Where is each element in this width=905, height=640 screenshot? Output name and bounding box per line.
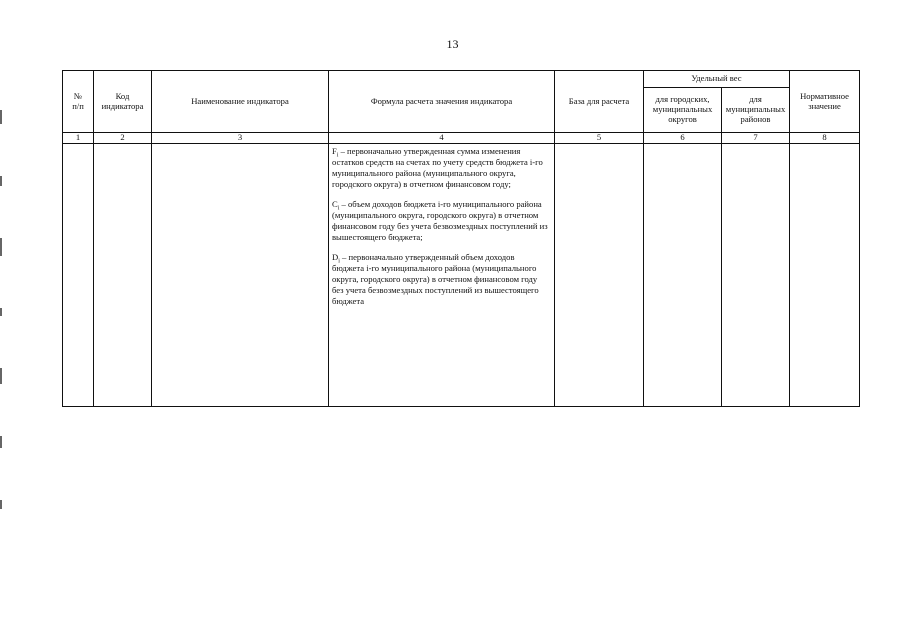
formula-subscript: i [337,205,340,212]
cell-base [555,144,644,407]
column-number: 1 [63,133,94,144]
column-number: 2 [94,133,152,144]
formula-text: – объем доходов бюджета i-го муниципального района (муниципального округа, городского округа) в отчетном финансовом году без учета безвозмездных поступлений из вышестоящего бюджета; [332,199,548,242]
formula-definition-c [332,199,548,243]
header-name: Наименование индикатора [152,71,329,133]
column-number: 3 [152,133,329,144]
formula-subscript: i [336,152,339,159]
formula-symbol: D [332,252,339,262]
header-weight-group: Удельный вес [644,71,790,88]
cell-code [94,144,152,407]
cell-num [63,144,94,407]
indicator-table [62,70,860,407]
formula-definition-d [332,252,548,307]
formula-text: – первоначально утвержденный объем доходов бюджета i-го муниципального района (муниципального округа, городского округа) в отчетном финансовом году без учета безвозмездных поступлений из вышестоящего бюджета [332,252,539,306]
header-normative: Нормативное значение [790,71,860,133]
formula-definition-f [332,146,548,190]
cell-normative [790,144,860,407]
header-weight-urban: для городских, муниципальных округов [644,88,722,133]
formula-symbol: C [332,199,338,209]
scan-margin-marks [0,110,3,561]
column-number: 8 [790,133,860,144]
cell-formula [329,144,555,407]
header-code: Код индикатора [94,71,152,133]
header-num: № п/п [63,71,94,133]
formula-subscript: i [338,258,340,265]
column-number: 5 [555,133,644,144]
header-base: База для расчета [555,71,644,133]
formula-text: – первоначально утвержденная сумма изменения остатков средств на счетах по учету средств бюджета i-го муниципального района (муниципального округа, городского округа) в отчетном финансовом году; [332,146,543,189]
header-weight-districts: для муниципальных районов [722,88,790,133]
cell-name [152,144,329,407]
page-number: 13 [446,37,459,51]
column-number: 6 [644,133,722,144]
column-number: 7 [722,133,790,144]
header-formula: Формула расчета значения индикатора [329,71,555,133]
cell-weight-urban [644,144,722,407]
column-number: 4 [329,133,555,144]
formula-symbol: F [332,146,337,156]
cell-weight-districts [722,144,790,407]
